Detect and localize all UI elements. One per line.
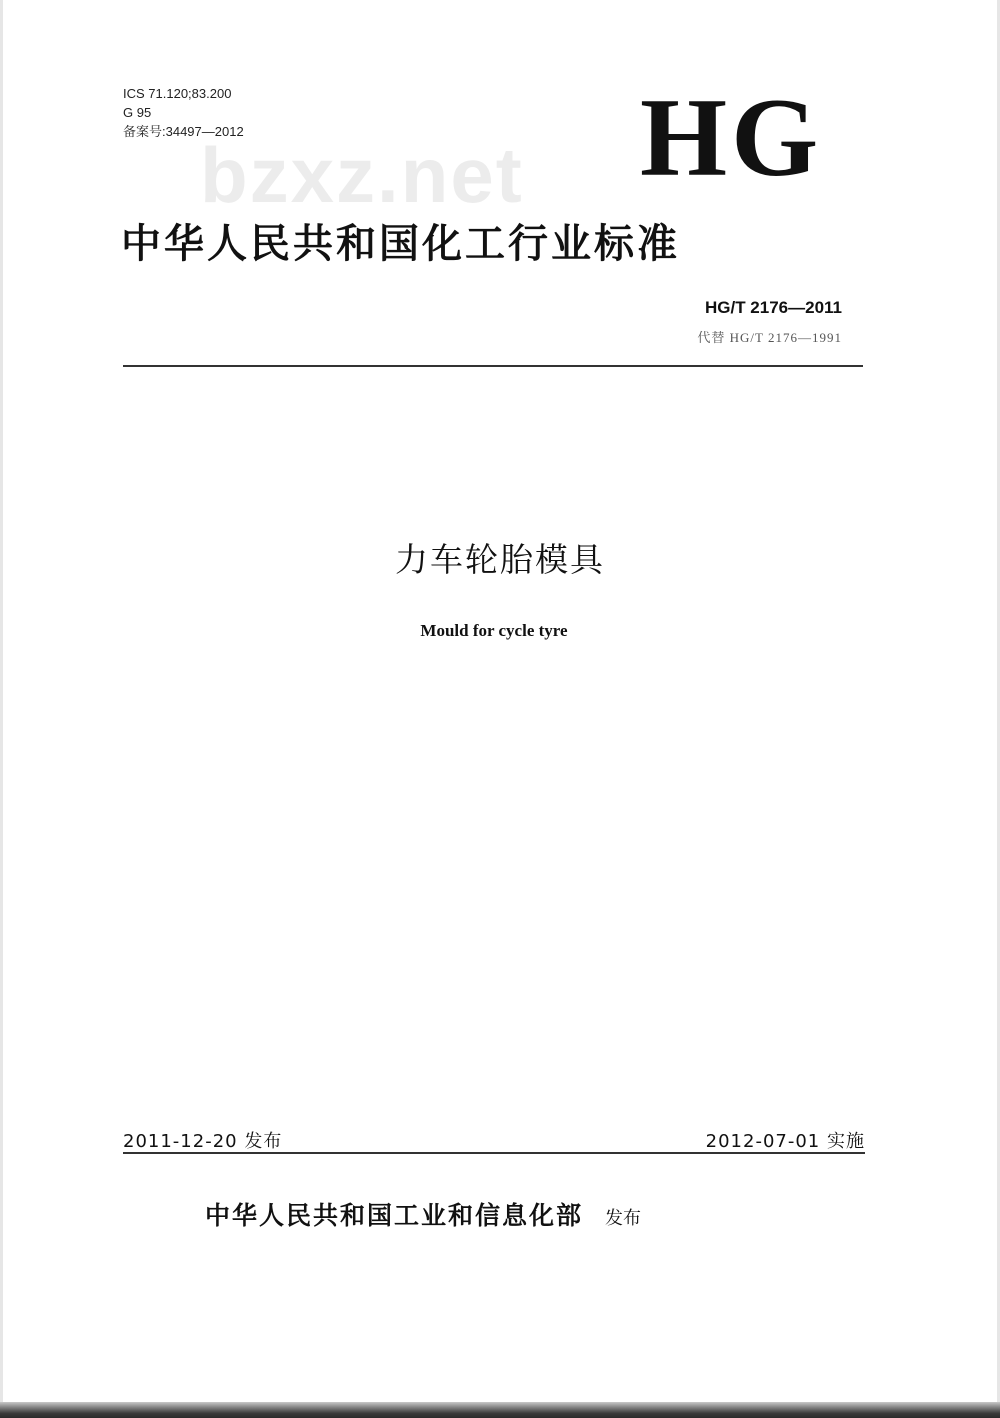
- publisher-name: 中华人民共和国工业和信息化部: [205, 1201, 584, 1230]
- standard-code: HG/T 2176—2011: [704, 298, 842, 317]
- issue-date: 2011-12-20 发布: [123, 1131, 283, 1152]
- publisher-action: 发布: [605, 1208, 642, 1229]
- ccs-number: G 95: [123, 105, 152, 120]
- filing-number: 备案号:34497—2012: [123, 124, 244, 139]
- header-divider: [123, 365, 863, 367]
- watermark: bzxz.net: [200, 131, 524, 219]
- ics-number: ICS 71.120;83.200: [123, 86, 232, 101]
- implementation-date: 2012-07-01 实施: [705, 1131, 865, 1152]
- standard-type-title: 中华人民共和国化工行业标准: [121, 221, 680, 267]
- scan-edge-bottom: [0, 1402, 1000, 1418]
- document-title-chinese: 力车轮胎模具: [395, 540, 605, 579]
- publisher-line: [205, 1196, 641, 1232]
- replaced-standard: 代替 HG/T 2176—1991: [697, 330, 842, 345]
- hg-logo: HG: [640, 76, 823, 200]
- document-title-english: Mould for cycle tyre: [420, 621, 568, 640]
- scan-edge-left: [0, 0, 3, 1418]
- footer-divider: [123, 1152, 865, 1154]
